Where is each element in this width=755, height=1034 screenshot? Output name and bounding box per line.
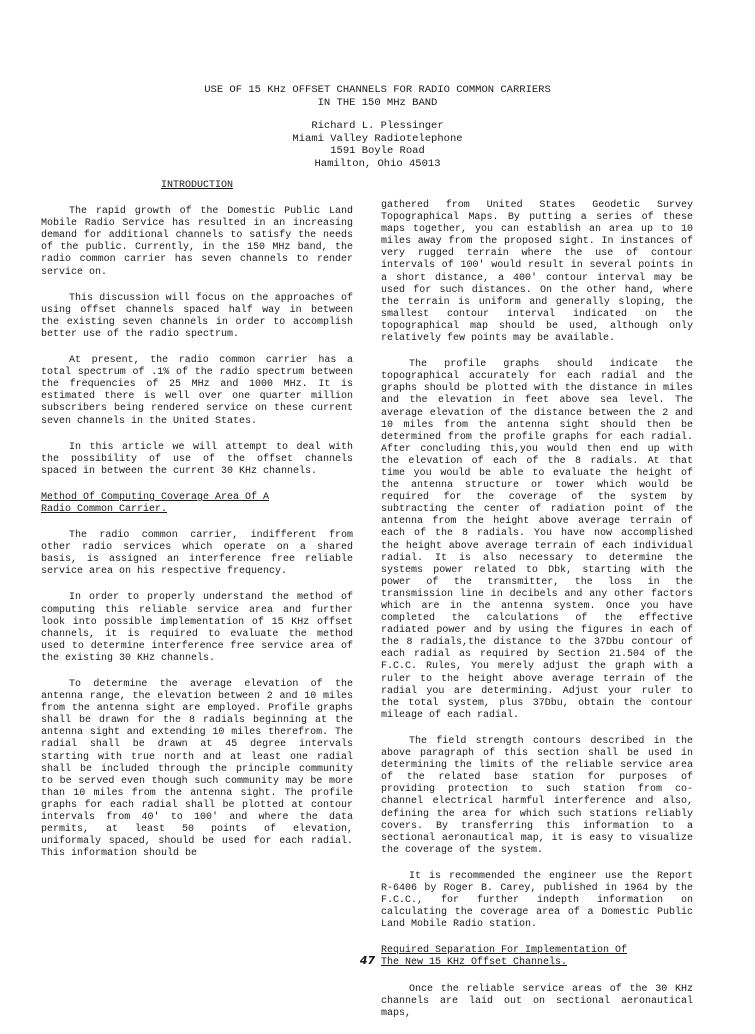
paragraph: To determine the average elevation of the antenna range, the elevation between 2 and 10 miles from the antenna sight are employed. Profile graphs shall be drawn for the 8 radials beginning at the antenna sight and extending 10 miles therefrom. The radial shall be drawn at 45 degree intervals starting with true north and at least one radial shall be included through the principle community to be served even though such community may be more than 10 miles from the antenna sight. The profile graphs for each radial shall be plotted at contour intervals from 40' to 100' and where the data permits, at least 50 points of elevation, uniformaly spaced, should be used for each radial. This information should be xyxy=(41,679,353,860)
section-heading-introduction xyxy=(41,180,353,192)
author-name: Richard L. Plessinger xyxy=(311,120,444,132)
paragraph: In this article we will attempt to deal with the possibility of use of the offset channels spaced in between the current 30 KHz channels. xyxy=(41,441,353,477)
left-column xyxy=(41,180,353,874)
right-column xyxy=(381,200,693,1034)
paragraph: In order to properly understand the method of computing this reliable service area and further look into possible implementation of 15 KHz offset channels, it is required to evaluate the method used to determine interference free service area of the existing 30 KHz channels. xyxy=(41,592,353,664)
paragraph: The profile graphs should indicate the topographical accurately for each radial and the graphs should be plotted with the distance in miles and the elevation in feet above sea level. The average elevation of the distance between the 2 and 10 miles from the antenna sight should then be determined from the profile graphs for each radial. After concluding this,you would then end up with the elevation of each of the 8 radials. At that time you would be able to evaluate the height of the antenna structure or tower which would be required for the coverage of the system by subtracting the center of radiation point of the antenna from the height above average terrain of each of the 8 radials. You have now accomplished the height above average terrain of each individual radial. It is also necessary to determine the systems power related to Dbk, starting with the power of the transmitter, the loss in the transmission line in decibels and any other factors which are in the antenna system. Once you have completed the calculations of the effective radiated power and by using the figures in each of the 8 radials,the distance to the 37Dbu contour of each radial as required by Section 21.504 of the F.C.C. Rules, You merely adjust the graph with a ruler to the height above average terrain of the radial you are determining. Adjust your ruler to the total system, plus 37Dbu, obtain the contour mileage of each radial. xyxy=(381,359,693,721)
subheading-required-separation: Required Separation For Implementation Of The New 15 KHz Offset Channels. xyxy=(381,945,628,969)
section-heading-text: INTRODUCTION xyxy=(160,180,233,191)
paragraph: This discussion will focus on the approaches of using offset channels spaced half way in between the existing seven channels in order to accomplish better use of the radio spectrum. xyxy=(41,292,353,340)
paragraph: The radio common carrier, indifferent from other radio services which operate on a shared basis, is assigned an interference free reliable service area on his respective frequency. xyxy=(41,530,353,578)
page-number: 47 xyxy=(359,954,376,967)
author-organization: Miami Valley Radiotelephone xyxy=(292,132,463,145)
paragraph: It is recommended the engineer use the Report R-6406 by Roger B. Carey, published in 1964 by the F.C.C., for further indepth information on calculating the coverage area of a Domestic Public Land Mobile Radio station. xyxy=(381,870,693,931)
paragraph: The field strength contours described in the above paragraph of this section shall be used in determining the limits of the reliable service area of the related base station for purposes of providing protection to such station from co-channel electrical harmful interference and also, defining the area for which such stations reliably covers. By transferring this information to a sectional aeronautical map, it is easy to visualize the coverage of the system. xyxy=(381,735,693,856)
title-line-1: USE OF 15 KHz OFFSET CHANNELS FOR RADIO COMMON CARRIERS xyxy=(204,84,551,96)
paragraph: gathered from United States Geodetic Survey Topographical Maps. By putting a series of these maps together, you can establish an area up to 10 miles away from the proposed sight. In instances of very rugged terrain where the use of contour intervals of 100' would result in several points in a short distance, a 400' contour interval may be used for such distances. On the other hand, where the terrain is uniform and generally sloping, the smallest contour interval indicated on the topographical map should be used, although only relatively few points may be available. xyxy=(381,200,693,345)
paper-title xyxy=(0,84,755,109)
subheading-method: Method Of Computing Coverage Area Of A Radio Common Carrier. xyxy=(41,491,270,515)
author-block xyxy=(0,120,755,170)
author-city: Hamilton, Ohio 45013 xyxy=(314,157,441,170)
title-line-2: IN THE 150 MHz BAND xyxy=(317,96,438,109)
paragraph: The rapid growth of the Domestic Public Land Mobile Radio Service has resulted in an increasing demand for additional channels to satisfy the needs of the public. Currently, in the 150 MHz band, the radio common carrier has seven channels to render service on. xyxy=(41,206,353,278)
author-street: 1591 Boyle Road xyxy=(330,145,425,157)
paragraph: At present, the radio common carrier has a total spectrum of .1% of the radio spectrum between the frequencies of 25 MHz and 1000 MHz. It is estimated there is well over one quarter million subscribers being rendered service on these current seven channels in the United States. xyxy=(41,355,353,427)
paragraph: Once the reliable service areas of the 30 KHz channels are laid out on sectional aeronautical maps, xyxy=(381,983,693,1019)
